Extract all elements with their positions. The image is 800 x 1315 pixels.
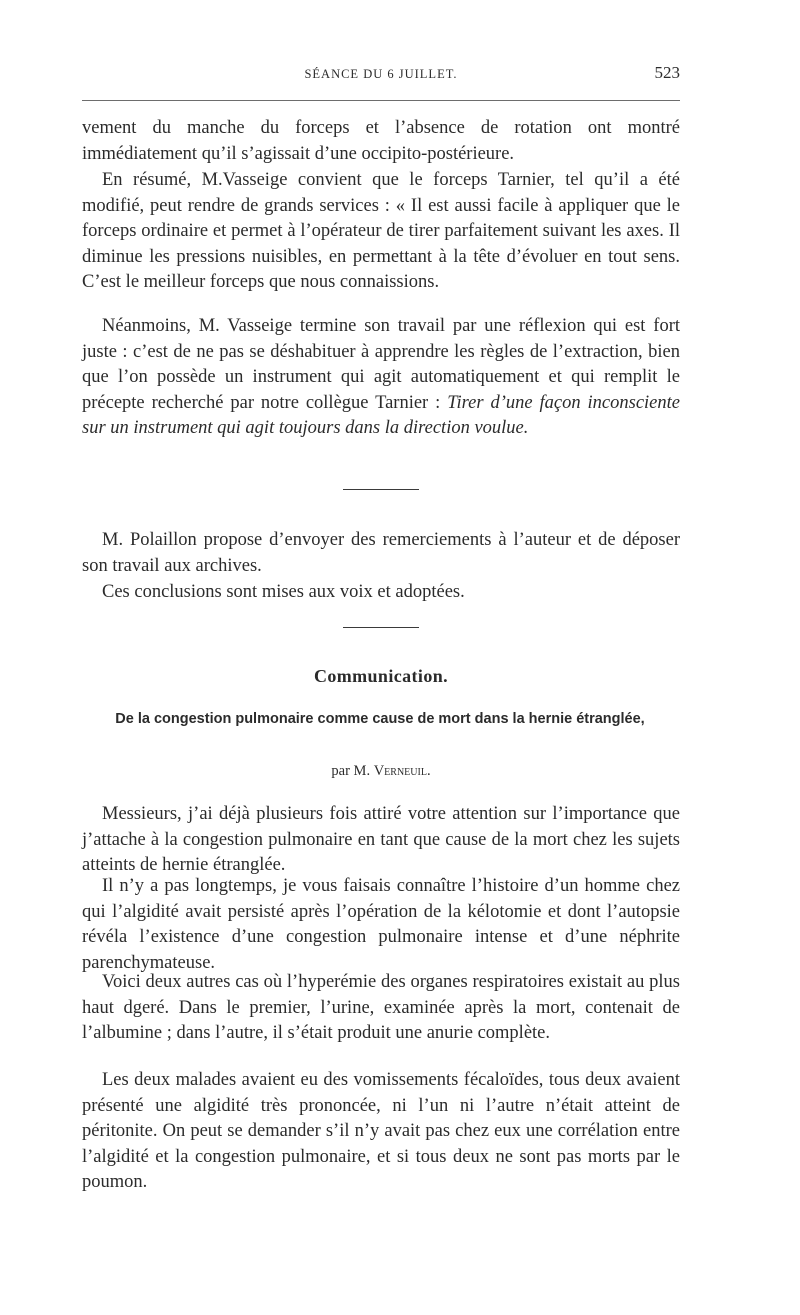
header-title: SÉANCE DU 6 JUILLET.	[304, 67, 458, 81]
header-rule	[82, 100, 680, 101]
byline-prefix: par M.	[331, 763, 374, 779]
reflexion-text: Néanmoins, M. Vasseige termine son travail par une réflexion qui est fort juste : c’est de ne pas se déshabituer à apprendre les règles de l’extraction, bien que l’on possède un instrument qui agit automatiquement et qui remplit le précepte recherché par notre collègue Tarnier :	[82, 316, 680, 413]
paragraph-deux-cas: Voici deux autres cas où l’hyperémie des organes respiratoires existait au plus haut dgeré. Dans le premier, l’urine, examinée après la mort, contenait de l’albumine ; dans l’autre, il s’était produit une anurie complète.	[82, 972, 680, 1044]
running-header	[82, 63, 680, 87]
reflexion-quote: Tirer d’une façon inconsciente sur un instrument qui agit toujours dans la direction voulue.	[82, 392, 680, 439]
section-separator	[343, 627, 419, 628]
paragraph-resume: En résumé, M.Vasseige convient que le forceps Tarnier, tel qu’il a été modifié, peut rendre de grands services : « Il est aussi facile à appliquer que le forceps ordinaire et permet à l’opérateur de tirer parfaitement suivant les axes. Il diminue les pressions nuisibles, en permettant à la tête d’évoluer en tout sens. C’est le meilleur forceps que nous connaissions.	[82, 170, 680, 293]
paragraph-polaillon: M. Polaillon propose d’envoyer des remerciements à l’auteur et de déposer son travail aux archives.	[82, 530, 680, 576]
page-number: 523	[654, 63, 680, 82]
paragraph-messieurs: Messieurs, j’ai déjà plusieurs fois attiré votre attention sur l’importance que j’attache à la congestion pulmonaire en tant que cause de la mort chez les sujets atteints de hernie étranglée.	[82, 804, 680, 876]
byline-author: Verneuil.	[373, 763, 431, 779]
paragraph-conclusions: Ces conclusions sont mises aux voix et adoptées.	[102, 582, 465, 602]
paragraph-malades: Les deux malades avaient eu des vomissements fécaloïdes, tous deux avaient présenté une algidité très prononcée, ni l’un ni l’autre n’était atteint de péritonite. On peut se demander s’il n’y avait pas chez eux une corrélation entre l’algidité et la congestion pulmonaire, et si tous deux ne sont pas morts par le poumon.	[82, 1070, 680, 1193]
section-separator	[343, 489, 419, 490]
section-title: Communication.	[313, 666, 449, 686]
article-byline	[82, 763, 680, 780]
paragraph-histoire: Il n’y a pas longtemps, je vous faisais connaître l’histoire d’un homme chez qui l’algidité avait persisté après l’opération de la kélotomie et dont l’autopsie révéla l’existence d’une congestion pulmonaire intense et d’une néphrite parenchymateuse.	[82, 876, 680, 973]
article-title: De la congestion pulmonaire comme cause de mort dans la hernie étranglée,	[115, 711, 645, 727]
paragraph-reflexion	[82, 314, 680, 442]
paragraph-continuation: vement du manche du forceps et l’absence de rotation ont montré immédiatement qu’il s’agissait d’une occipito-postérieure.	[82, 118, 680, 164]
